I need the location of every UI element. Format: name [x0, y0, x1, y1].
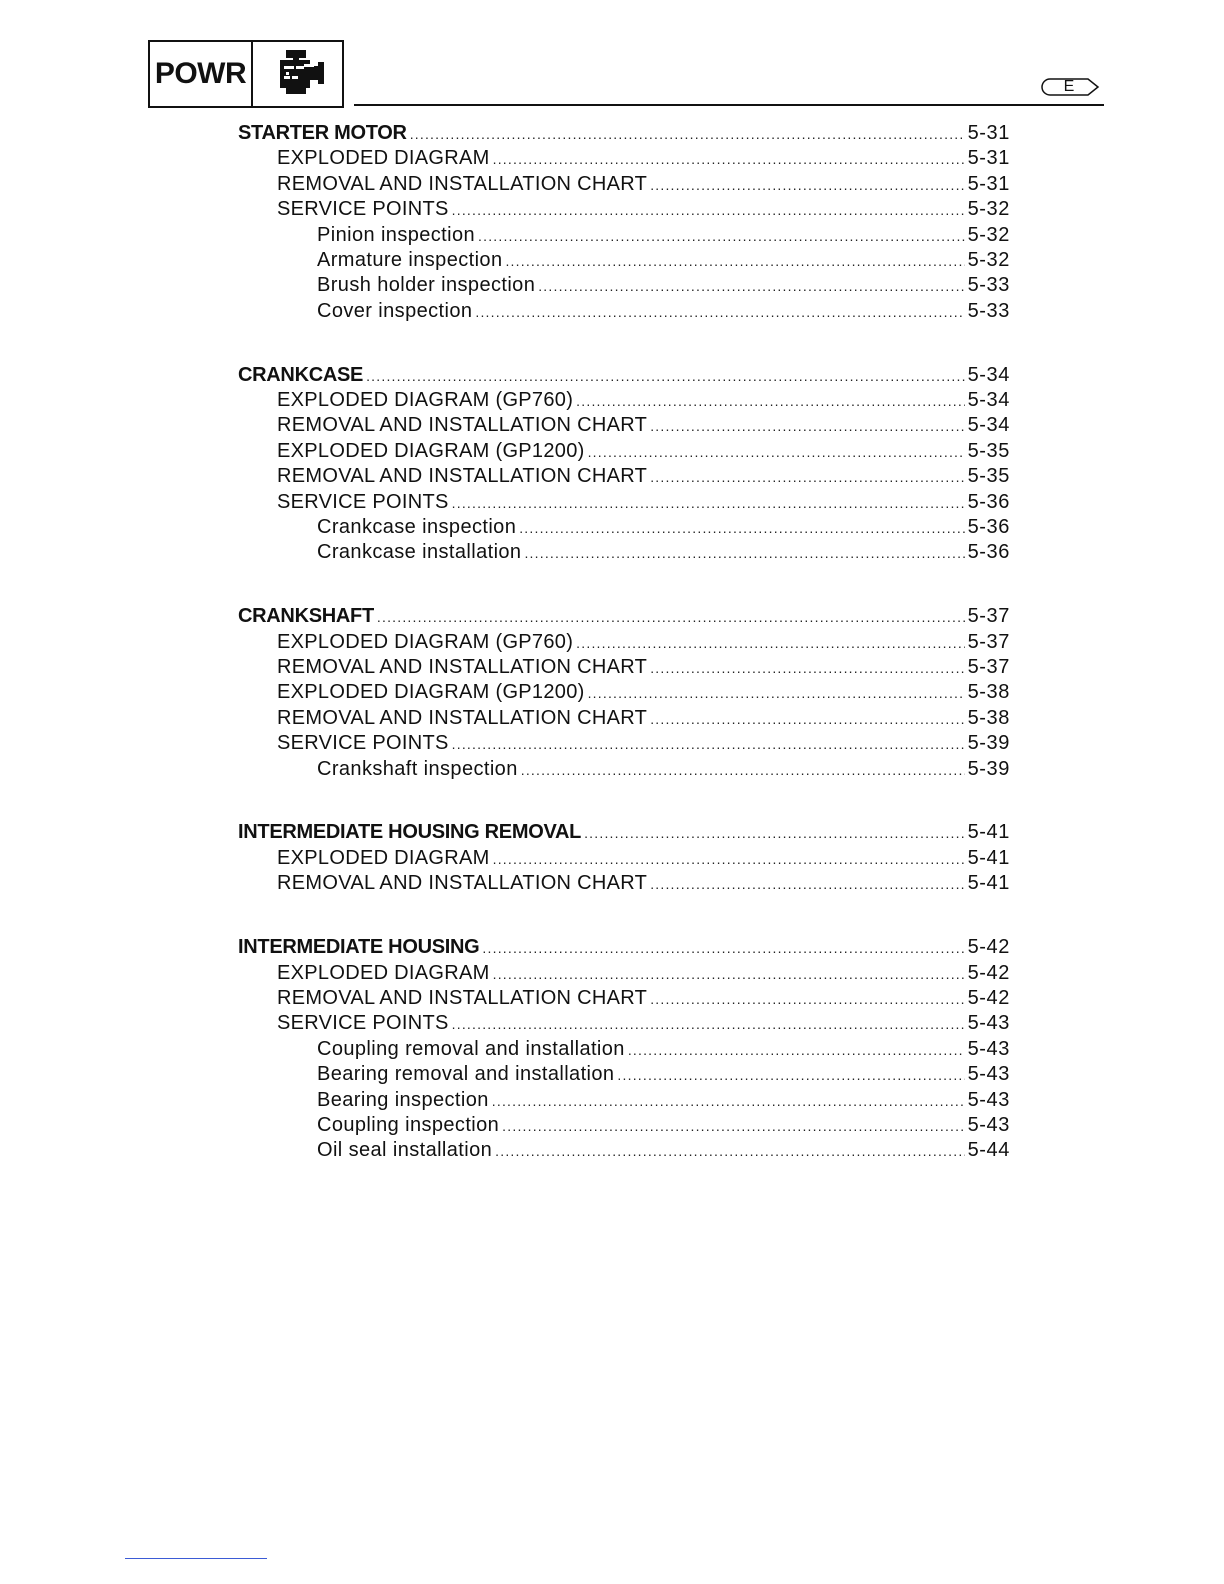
toc-topic-entry[interactable] [238, 1062, 1010, 1087]
toc-entry-title: REMOVAL AND INSTALLATION CHART [277, 706, 648, 729]
toc-entry-title: INTERMEDIATE HOUSING REMOVAL [238, 821, 582, 844]
toc-section-entry[interactable] [238, 935, 1010, 960]
dot-leader [475, 300, 964, 325]
toc-page-number: 5-36 [967, 515, 1010, 538]
section-gap [238, 897, 1010, 936]
header-rule [354, 104, 1104, 106]
toc-page-number: 5-41 [967, 872, 1010, 895]
toc-page-number: 5-34 [967, 414, 1010, 437]
dot-leader [650, 987, 964, 1012]
toc-subsection-entry[interactable] [238, 731, 1010, 756]
toc-page-number: 5-31 [967, 122, 1010, 144]
toc-entry-title: Armature inspection [317, 248, 503, 271]
toc-section-entry[interactable] [238, 604, 1010, 629]
toc-topic-entry[interactable] [238, 1088, 1010, 1113]
toc-page-number: 5-36 [967, 490, 1010, 513]
toc-entry-title: Crankshaft inspection [317, 757, 518, 780]
dot-leader [521, 758, 965, 783]
dot-leader [478, 224, 965, 249]
toc-section-entry[interactable] [238, 363, 1010, 388]
toc-page-number: 5-39 [967, 757, 1010, 780]
toc-entry-title: SERVICE POINTS [277, 732, 449, 755]
toc-page-number: 5-37 [967, 605, 1010, 628]
toc-entry-title: Bearing removal and installation [317, 1063, 615, 1086]
dot-leader [505, 249, 964, 274]
toc-page-number: 5-35 [967, 465, 1010, 488]
toc-subsection-entry[interactable] [238, 986, 1010, 1011]
toc-page-number: 5-42 [967, 961, 1010, 984]
dot-leader [502, 1114, 964, 1139]
toc-entry-title: REMOVAL AND INSTALLATION CHART [277, 656, 648, 679]
dot-leader [650, 465, 964, 490]
toc-entry-title: EXPLODED DIAGRAM (GP1200) [277, 439, 585, 462]
toc-entry-title: Coupling inspection [317, 1113, 500, 1136]
toc-topic-entry[interactable] [238, 1037, 1010, 1062]
dot-leader [588, 681, 965, 706]
toc-topic-entry[interactable] [238, 515, 1010, 540]
dot-leader [588, 440, 965, 465]
dot-leader [519, 516, 964, 541]
toc-entry-title: EXPLODED DIAGRAM (GP1200) [277, 681, 585, 704]
toc-entry-title: EXPLODED DIAGRAM [277, 147, 490, 170]
dot-leader [452, 1012, 965, 1037]
dot-leader [576, 631, 964, 656]
toc-topic-entry[interactable] [238, 757, 1010, 782]
toc-page-number: 5-36 [967, 541, 1010, 564]
dot-leader [377, 605, 965, 630]
toc-topic-entry[interactable] [238, 273, 1010, 298]
section-gap [238, 324, 1010, 363]
toc-page-number: 5-38 [967, 706, 1010, 729]
dot-leader [538, 274, 964, 299]
dot-leader [495, 1139, 964, 1164]
toc-subsection-entry[interactable] [238, 706, 1010, 731]
toc-subsection-entry[interactable] [238, 490, 1010, 515]
dot-leader [452, 491, 965, 516]
language-letter: E [1063, 78, 1075, 95]
section-header [148, 40, 344, 108]
toc-page-number: 5-43 [967, 1088, 1010, 1111]
dot-leader [650, 656, 964, 681]
toc-page-number: 5-33 [967, 274, 1010, 297]
section-gap [238, 782, 1010, 821]
dot-leader [366, 364, 964, 389]
toc-subsection-entry[interactable] [238, 464, 1010, 489]
toc-entry-title: EXPLODED DIAGRAM [277, 961, 490, 984]
dot-leader [452, 732, 965, 757]
toc-entry-title: REMOVAL AND INSTALLATION CHART [277, 414, 648, 437]
toc-subsection-entry[interactable] [238, 871, 1010, 896]
toc-subsection-entry[interactable] [238, 197, 1010, 222]
dot-leader [493, 847, 965, 872]
toc-entry-title: INTERMEDIATE HOUSING [238, 936, 480, 959]
toc-section-entry[interactable] [238, 121, 1010, 146]
dot-leader [524, 541, 964, 566]
toc-subsection-entry[interactable] [238, 630, 1010, 655]
toc-topic-entry[interactable] [238, 299, 1010, 324]
dot-leader [617, 1063, 964, 1088]
toc-entry-title: Crankcase installation [317, 541, 522, 564]
dot-leader [493, 962, 965, 987]
toc-subsection-entry[interactable] [238, 439, 1010, 464]
toc-entry-title: REMOVAL AND INSTALLATION CHART [277, 986, 648, 1009]
toc-page-number: 5-44 [967, 1139, 1010, 1162]
dot-leader [650, 173, 964, 198]
toc-entry-title: Crankcase inspection [317, 515, 517, 538]
toc-page-number: 5-39 [967, 732, 1010, 755]
dot-leader [584, 821, 964, 846]
toc-page-number: 5-41 [967, 821, 1010, 844]
toc-page-number: 5-32 [967, 198, 1010, 221]
toc-page-number: 5-35 [967, 439, 1010, 462]
table-of-contents [238, 121, 1010, 1164]
toc-entry-title: CRANKCASE [238, 363, 364, 386]
dot-leader [493, 147, 965, 172]
dot-leader [492, 1089, 965, 1114]
dot-leader [650, 707, 964, 732]
toc-page-number: 5-34 [967, 363, 1010, 386]
toc-entry-title: SERVICE POINTS [277, 198, 449, 221]
toc-topic-entry[interactable] [238, 248, 1010, 273]
toc-entry-title: REMOVAL AND INSTALLATION CHART [277, 465, 648, 488]
toc-page-number: 5-32 [967, 248, 1010, 271]
toc-entry-title: EXPLODED DIAGRAM (GP760) [277, 630, 574, 653]
toc-subsection-entry[interactable] [238, 961, 1010, 986]
toc-section-entry[interactable] [238, 820, 1010, 845]
toc-entry-title: CRANKSHAFT [238, 605, 374, 628]
toc-topic-entry[interactable] [238, 1113, 1010, 1138]
toc-page-number: 5-37 [967, 630, 1010, 653]
toc-page-number: 5-42 [967, 986, 1010, 1009]
toc-page-number: 5-42 [967, 936, 1010, 959]
toc-subsection-entry[interactable] [238, 680, 1010, 705]
toc-entry-title: Brush holder inspection [317, 274, 536, 297]
toc-page-number: 5-37 [967, 656, 1010, 679]
toc-entry-title: SERVICE POINTS [277, 490, 449, 513]
toc-page-number: 5-31 [967, 172, 1010, 195]
dot-leader [650, 414, 964, 439]
toc-page-number: 5-32 [967, 223, 1010, 246]
dot-leader [452, 198, 965, 223]
dot-leader [410, 122, 965, 147]
toc-entry-title: EXPLODED DIAGRAM (GP760) [277, 389, 574, 412]
toc-entry-title: Pinion inspection [317, 223, 476, 246]
toc-page-number: 5-31 [967, 147, 1010, 170]
toc-page-number: 5-33 [967, 299, 1010, 322]
toc-topic-entry[interactable] [238, 540, 1010, 565]
toc-page-number: 5-43 [967, 1012, 1010, 1035]
toc-page-number: 5-43 [967, 1037, 1010, 1060]
footer-rule [125, 1558, 267, 1559]
toc-subsection-entry[interactable] [238, 413, 1010, 438]
dot-leader [650, 872, 964, 897]
toc-subsection-entry[interactable] [238, 172, 1010, 197]
toc-subsection-entry[interactable] [238, 655, 1010, 680]
dot-leader [628, 1038, 965, 1063]
dot-leader [576, 389, 964, 414]
toc-entry-title: STARTER MOTOR [238, 122, 407, 144]
section-label: POWR [150, 42, 253, 106]
toc-subsection-entry[interactable] [238, 1011, 1010, 1036]
toc-page-number: 5-41 [967, 846, 1010, 869]
section-gap [238, 566, 1010, 605]
toc-page-number: 5-43 [967, 1113, 1010, 1136]
toc-entry-title: REMOVAL AND INSTALLATION CHART [277, 872, 648, 895]
toc-entry-title: Coupling removal and installation [317, 1037, 625, 1060]
toc-entry-title: Bearing inspection [317, 1088, 489, 1111]
toc-subsection-entry[interactable] [238, 846, 1010, 871]
toc-entry-title: EXPLODED DIAGRAM [277, 846, 490, 869]
toc-subsection-entry[interactable] [238, 388, 1010, 413]
toc-page-number: 5-38 [967, 681, 1010, 704]
toc-entry-title: SERVICE POINTS [277, 1012, 449, 1035]
engine-icon [253, 42, 342, 106]
toc-topic-entry[interactable] [238, 223, 1010, 248]
toc-subsection-entry[interactable] [238, 146, 1010, 171]
toc-page-number: 5-34 [967, 389, 1010, 412]
toc-topic-entry[interactable] [238, 1138, 1010, 1163]
toc-entry-title: Oil seal installation [317, 1139, 493, 1162]
dot-leader [482, 936, 964, 961]
toc-entry-title: Cover inspection [317, 299, 473, 322]
toc-page-number: 5-43 [967, 1063, 1010, 1086]
toc-entry-title: REMOVAL AND INSTALLATION CHART [277, 172, 648, 195]
language-badge [1040, 77, 1100, 97]
